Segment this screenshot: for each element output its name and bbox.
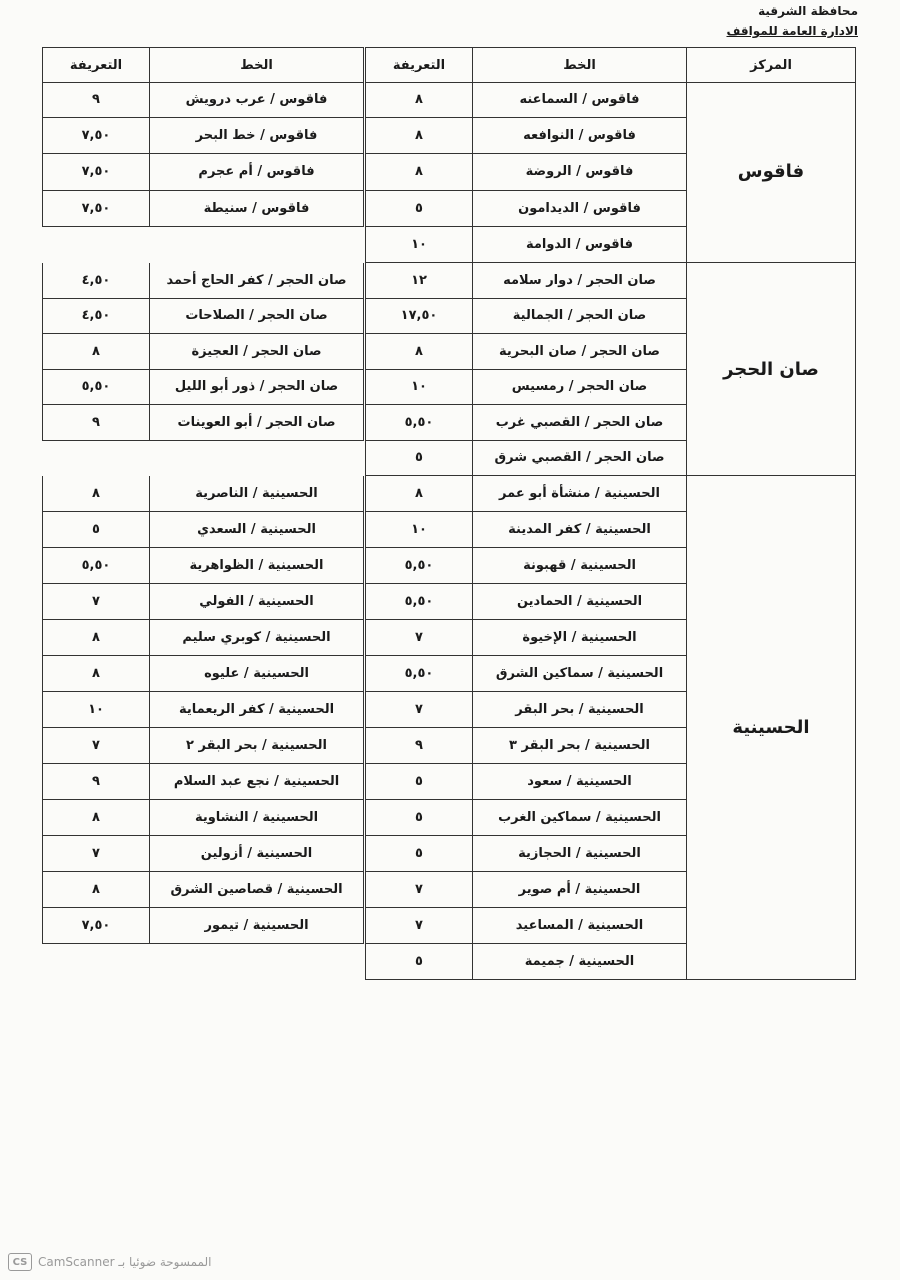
route-cell: فاقوس / سنيطة (150, 191, 364, 227)
fare-cell: ١٠ (365, 370, 473, 406)
fare-cell: ٩ (42, 764, 150, 800)
route-cell: الحسينية / بحر البقر (473, 692, 687, 728)
fare-cell: ٩ (42, 82, 150, 118)
fare-cell: ٩ (42, 405, 150, 441)
route-cell: الحسينية / الإخيوة (473, 620, 687, 656)
fare-cell: ٨ (365, 476, 473, 512)
route-cell: الحسينية / الظواهرية (150, 548, 364, 584)
fare-cell: ٧ (365, 692, 473, 728)
route-cell: فاقوس / النوافعه (473, 118, 687, 154)
route-cell: الحسينية / قهبونة (473, 548, 687, 584)
fare-cell: ٨ (42, 872, 150, 908)
route-cell: صان الحجر / ذور أبو الليل (150, 370, 364, 406)
route-cell: الحسينية / السعدي (150, 512, 364, 548)
fare-cell: ١٧,٥٠ (365, 299, 473, 335)
fare-cell: ٧,٥٠ (42, 191, 150, 227)
fare-cell: ٥,٥٠ (365, 548, 473, 584)
route-cell: صان الحجر / دوار سلامه (473, 263, 687, 299)
center-name-cell: فاقوس (687, 82, 856, 263)
route-cell: الحسينية / بحر البقر ٣ (473, 728, 687, 764)
route-cell: الحسينية / كفر الريعماية (150, 692, 364, 728)
fare-cell: ٥ (365, 441, 473, 477)
route-cell: الحسينية / سماكين الشرق (473, 656, 687, 692)
fare-cell: ٥ (365, 836, 473, 872)
governorate-title: محافظة الشرقية (758, 4, 858, 18)
fare-cell: ٥ (365, 800, 473, 836)
route-cell: فاقوس / أم عجرم (150, 154, 364, 190)
fare-cell: ٤,٥٠ (42, 299, 150, 335)
route-cell: الحسينية / الفولي (150, 584, 364, 620)
route-cell: الحسينية / الحمادين (473, 584, 687, 620)
fare-cell: ٥,٥٠ (42, 548, 150, 584)
route-cell: الحسينية / الحجازية (473, 836, 687, 872)
route-cell: صان الحجر / القصبي شرق (473, 441, 687, 477)
route-cell: الحسينية / أزولين (150, 836, 364, 872)
fare-cell: ٨ (365, 154, 473, 190)
route-cell: فاقوس / الروضة (473, 154, 687, 190)
fare-cell: ١٠ (365, 512, 473, 548)
route-cell: الحسينية / المساعيد (473, 908, 687, 944)
fare-cell: ١٠ (42, 692, 150, 728)
route-cell: الحسينية / نجع عبد السلام (150, 764, 364, 800)
fare-cell: ٥ (365, 764, 473, 800)
fare-cell: ٥ (365, 944, 473, 980)
route-cell: الحسينية / سماكين الغرب (473, 800, 687, 836)
fare-cell: ١٠ (365, 227, 473, 263)
route-cell: صان الحجر / أبو العوينات (150, 405, 364, 441)
fare-cell: ٥ (42, 512, 150, 548)
fare-cell: ٨ (42, 620, 150, 656)
header-fare: التعريفة (365, 48, 473, 83)
fare-cell: ٥,٥٠ (365, 584, 473, 620)
fare-cell: ٨ (42, 656, 150, 692)
fare-cell: ٤,٥٠ (42, 263, 150, 299)
camscanner-logo-icon: CS (8, 1253, 32, 1271)
route-cell: الحسينية / الناصرية (150, 476, 364, 512)
header-route: الخط (473, 48, 687, 83)
header-fare-2: التعريفة (42, 48, 150, 83)
fare-cell: ٧ (365, 620, 473, 656)
fare-cell: ٧,٥٠ (42, 154, 150, 190)
fare-cell: ٨ (365, 334, 473, 370)
fare-cell: ٧ (42, 728, 150, 764)
fare-cell: ٨ (42, 334, 150, 370)
route-cell: الحسينية / أم صوير (473, 872, 687, 908)
route-cell: صان الحجر / رمسيس (473, 370, 687, 406)
fare-cell: ٥ (365, 191, 473, 227)
fare-cell: ٨ (365, 118, 473, 154)
fare-cell: ١٢ (365, 263, 473, 299)
fare-cell: ٧ (42, 584, 150, 620)
route-cell: صان الحجر / كفر الحاج أحمد (150, 263, 364, 299)
route-cell: فاقوس / عرب درويش (150, 82, 364, 118)
scanner-watermark-text: CamScanner الممسوحة ضوئيا بـ (38, 1255, 212, 1269)
fare-cell: ٩ (365, 728, 473, 764)
route-cell: فاقوس / السماعنه (473, 82, 687, 118)
route-cell: الحسينية / منشأة أبو عمر (473, 476, 687, 512)
route-cell: الحسينية / سعود (473, 764, 687, 800)
fare-cell: ٨ (42, 800, 150, 836)
route-cell: الحسينية / النشاوية (150, 800, 364, 836)
fare-cell: ٧,٥٠ (42, 118, 150, 154)
header-route-2: الخط (150, 48, 364, 83)
route-cell: الحسينية / جميمة (473, 944, 687, 980)
route-cell: فاقوس / الديدامون (473, 191, 687, 227)
route-cell: صان الحجر / الصلاحات (150, 299, 364, 335)
route-cell: فاقوس / الدوامة (473, 227, 687, 263)
route-cell: الحسينية / عليوه (150, 656, 364, 692)
route-cell: صان الحجر / صان البحرية (473, 334, 687, 370)
fare-cell: ٧ (365, 872, 473, 908)
fare-cell: ٥,٥٠ (365, 656, 473, 692)
route-cell: الحسينية / بحر البقر ٢ (150, 728, 364, 764)
scanner-watermark (8, 1253, 211, 1271)
route-cell: صان الحجر / العجيزة (150, 334, 364, 370)
header-center: المركز (687, 48, 856, 83)
center-name-cell: الحسينية (687, 476, 856, 980)
center-name-cell: صان الحجر (687, 263, 856, 476)
fare-cell: ٨ (365, 82, 473, 118)
department-title: الادارة العامة للمواقف (726, 24, 858, 38)
route-cell: صان الحجر / الجمالية (473, 299, 687, 335)
fare-cell: ٧ (365, 908, 473, 944)
route-cell: صان الحجر / القصبي غرب (473, 405, 687, 441)
route-cell: فاقوس / خط البحر (150, 118, 364, 154)
route-cell: الحسينية / قصاصين الشرق (150, 872, 364, 908)
fare-cell: ٧,٥٠ (42, 908, 150, 944)
fare-cell: ٥,٥٠ (42, 370, 150, 406)
route-cell: الحسينية / تيمور (150, 908, 364, 944)
fare-cell: ٨ (42, 476, 150, 512)
route-cell: الحسينية / كفر المدينة (473, 512, 687, 548)
fare-cell: ٥,٥٠ (365, 405, 473, 441)
route-cell: الحسينية / كوبري سليم (150, 620, 364, 656)
fare-cell: ٧ (42, 836, 150, 872)
